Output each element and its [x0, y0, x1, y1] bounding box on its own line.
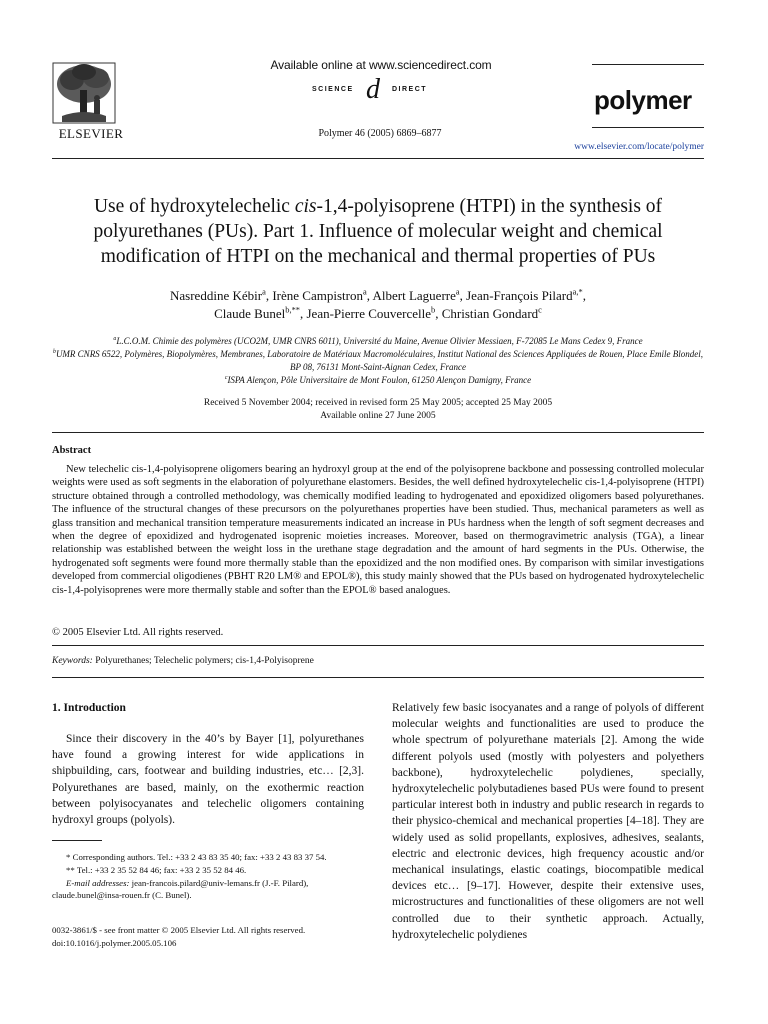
- article-title: [52, 194, 704, 269]
- journal-reference: Polymer 46 (2005) 6869–6877: [318, 128, 442, 139]
- author-affiliation-mark: b,**: [285, 304, 300, 315]
- issn-line: 0032-3861/$ - see front matter © 2005 Elsevier Ltd. All rights reserved.: [52, 925, 306, 935]
- author-list: [52, 287, 704, 323]
- abstract-heading: Abstract: [52, 445, 92, 456]
- affiliation-text: UMR CNRS 6522, Polymères, Biopolymères, Membranes, Laboratoire de Matériaux Macromoléculaires, Institut National des Sciences Appliquées de Rouen, Place Emile Blondel, BP 08, 76131 Mont-Saint-Aignan Cedex, France: [55, 349, 703, 372]
- footnote-emails: [52, 877, 364, 890]
- affiliation-mark: c: [224, 375, 228, 381]
- journal-logo: polymer: [594, 85, 692, 115]
- abstract-divider-top: [52, 432, 704, 433]
- affiliation-text: ISPA Alençon, Pôle Universitaire de Mont Foulon, 61250 Alençon Damigny, France: [227, 375, 532, 385]
- sciencedirect-logo-left: SCIENCE: [312, 86, 354, 93]
- elsevier-tree-logo: [52, 62, 116, 124]
- author-name: Claude Bunel: [214, 306, 286, 321]
- available-online-date: Available online 27 June 2005: [320, 411, 436, 421]
- article-title-part1: Use of hydroxytelechelic: [93, 196, 295, 217]
- abstract-text: New telechelic cis-1,4-polyisoprene oligomers bearing an hydroxyl group at the end of the polyisoprene backbone and possessing controlled molecular weights were used as soft segments in the elaboration of polyurethane elastomers. Besides, the well defined hydroxytelechelic cis-1,4-polyisoprene (HTPI) structure obtained through a controlled methodology, was chemically modified leading to hydrogenated and epoxidized oligomers based polyurethanes. The influence of the structural changes of these precursors on the polyurethanes properties have been studied. Thus, mechanical parameters as well as glass transition and mechanical transition temperature measurements indicated an increase in PUs hardness when the length of soft segment decreases and when the degree of epoxidized and hydrogenated isoprenic moieties increases. Moreover, based on thermogravimetric analysis (TGA), a linear relationship was established between the weight loss in the urethane stage degradation and the amount of hard segments in the PUs. Otherwise, the hydrogenated soft segments were found more thermally stable than the epoxidized and the non modified ones. By comparison with similar investigations developed from commercial oligodienes (PBHT R20 LM® and EPOL®), this study mainly showed that the PUs based on hydrogenated hydroxytelechelic cis-1,4-polyisoprenes were more thermally stable and softer than the EPOL® based analogues.: [52, 464, 704, 596]
- sciencedirect-logo-right: DIRECT: [392, 86, 428, 93]
- author-affiliation-mark: a: [455, 286, 460, 297]
- author-name: Irène Campistron: [272, 288, 363, 303]
- author-name: Christian Gondard: [441, 306, 539, 321]
- issn-block: [52, 924, 364, 950]
- email-pilard-link[interactable]: jean-francois.pilard@univ-lemans.fr (J.-F. Pilard),: [131, 877, 309, 888]
- keywords-value: Polyurethanes; Telechelic polymers; cis-1,4-Polyisoprene: [95, 656, 314, 666]
- keywords-line: [52, 656, 314, 666]
- article-dates: [52, 397, 704, 423]
- journal-url-link[interactable]: www.elsevier.com/locate/polymer: [574, 142, 704, 152]
- available-online-text[interactable]: Available online at www.sciencedirect.com: [270, 58, 492, 72]
- masthead-rule: [592, 64, 704, 65]
- doi-link[interactable]: doi:10.1016/j.polymer.2005.05.106: [52, 938, 177, 948]
- author-name: Nasreddine Kébir: [170, 288, 263, 303]
- affiliation-list: [52, 335, 704, 387]
- footnote-corresponding: * Corresponding authors. Tel.: +33 2 43 83 35 40; fax: +33 2 43 83 37 54.: [66, 852, 327, 862]
- affiliation-text: L.C.O.M. Chimie des polymères (UCO2M, UMR CNRS 6011), Université du Maine, Avenue Olivier Messiaen, F-72085 Le Mans Cedex 9, France: [116, 336, 643, 346]
- author-separator: ,: [435, 306, 442, 321]
- author-affiliation-mark: b: [431, 304, 436, 315]
- author-name: Jean-François Pilard: [466, 288, 573, 303]
- affiliation-line: [52, 335, 704, 348]
- header-divider: [52, 158, 704, 159]
- affiliation-line: [52, 374, 704, 387]
- author-name: Albert Laguerre: [372, 288, 456, 303]
- author-separator: ,: [459, 288, 467, 303]
- footnotes: [52, 851, 364, 902]
- intro-paragraph-left: Since their discovery in the 40’s by Bayer [1], polyurethanes have found a growing interest for wide applications in shipbuilding, cars, footwear and building industries, etc… [2,3]. Polyurethanes are based, mainly, on the exothermic reaction between polyisocyanates and telechelic oligomers containing hydroxyl groups (polyols).: [52, 733, 364, 827]
- keywords-label: Keywords:: [52, 656, 93, 666]
- affiliation-mark: b: [53, 349, 56, 355]
- author-name: Jean-Pierre Couvercelle: [306, 306, 432, 321]
- abstract-divider: [52, 645, 704, 646]
- author-affiliation-mark: a: [362, 286, 367, 297]
- body-column-right: [392, 700, 704, 943]
- author-separator: ,: [366, 288, 373, 303]
- author-affiliation-mark: a,*: [572, 286, 583, 297]
- affiliation-mark: a: [113, 336, 117, 342]
- article-title-part2: -1,4-polyisoprene (HTPI) in the synthesis of polyurethanes (PUs). Part 1. Influence of molecular weight and chemical modification of HTPI on the mechanical and thermal properties of PUs: [93, 196, 663, 267]
- footnote-divider: [52, 840, 102, 841]
- footnote-secondary: ** Tel.: +33 2 35 52 84 46; fax: +33 2 35 52 84 46.: [66, 864, 247, 875]
- author-affiliation-mark: a: [262, 286, 266, 297]
- publisher-name: ELSEVIER: [58, 126, 124, 141]
- author-separator: ,: [582, 288, 586, 303]
- body-column-left: [52, 731, 364, 828]
- sciencedirect-logo-mark: d: [366, 74, 380, 105]
- email-bunel-link[interactable]: claude.bunel@insa-rouen.fr (C. Bunel).: [52, 890, 192, 901]
- author-separator: ,: [265, 288, 273, 303]
- abstract-copyright: © 2005 Elsevier Ltd. All rights reserved.: [52, 627, 224, 638]
- abstract-body: [52, 463, 704, 597]
- section-heading-introduction: 1. Introduction: [52, 702, 126, 714]
- email-label: E-mail addresses:: [66, 877, 130, 888]
- sciencedirect-logo: [300, 76, 460, 106]
- affiliation-line: [52, 348, 704, 374]
- author-separator: ,: [300, 306, 307, 321]
- masthead-rule: [592, 127, 704, 128]
- intro-paragraph-right: Relatively few basic isocyanates and a range of polyols of different molecular weights and functionalities are used to produce the whole spectrum of polyurethane materials [2]. Among the wide different polyols used (mostly with polyesters and polyethers backbone), hydroxytelechelic polydienes, specially, hydroxytelechelic polybutadienes based PUs were found to present particular interest both in industry and public research in regards to their physico-chemical and mechanical properties [4–18]. They are widely used as solid propellants, explosives, adhesives, sealants, electric and electronic devices, high frequency acoustic and/or mechanical insulatings, elastic coatings, biocompatible medical devices etc… [9–17]. However, despite their extensive uses, microstructures and functionalities of these oligomers are not well controlled due to their synthetic approach. Actually, hydroxytelechelic polydienes: [392, 702, 704, 941]
- article-title-italic: cis: [294, 196, 317, 217]
- received-dates: Received 5 November 2004; received in revised form 25 May 2005; accepted 25 May 2005: [203, 398, 553, 408]
- author-affiliation-mark: c: [538, 304, 542, 315]
- abstract-divider-bottom: [52, 677, 704, 678]
